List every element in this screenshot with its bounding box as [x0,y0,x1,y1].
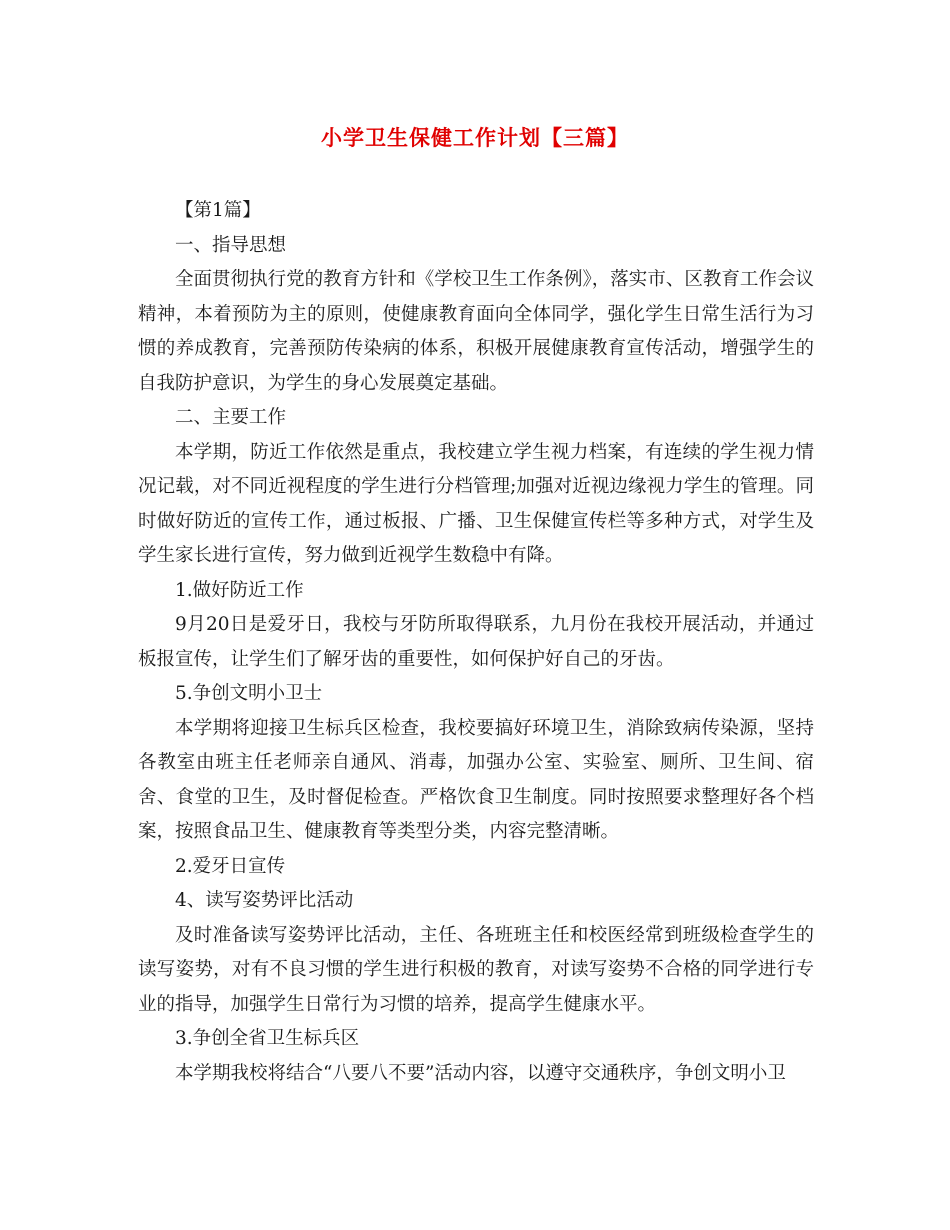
paragraph: 本学期我校将结合“八要八不要”活动内容，以遵守交通秩序，争创文明小卫 [175,1062,786,1084]
paragraph: 及时准备读写姿势评比活动，主任、各班班主任和校医经常到班级检查学生的读写姿势，对有不良习惯的学生进行积极的教育，对读写姿势不合格的同学进行专业的指导，加强学生日常行为习惯的培养，提高学生健康水平。 [138,924,814,1015]
subheading: 5.争创文明小卫士 [175,683,323,704]
subheading: 1.做好防近工作 [175,579,304,601]
document-body [138,194,814,1091]
paragraph: 全面贯彻执行党的教育方针和《学校卫生工作条例》，落实市、区教育工作会议精神，本着预防为主的原则，使健康教育面向全体同学，强化学生日常生活行为习惯的养成教育，完善预防传染病的体系，积极开展健康教育宣传活动，增强学生的自我防护意识，为学生的身心发展奠定基础。 [138,269,814,394]
heading-guiding-thought: 一、指导思想 [175,234,287,256]
subheading: 3.争创全省卫生标兵区 [175,1028,360,1049]
document-title: 小学卫生保健工作计划【三篇】 [321,125,629,150]
heading-main-work: 二、主要工作 [175,407,287,428]
subheading: 4、读写姿势评比活动 [175,890,354,911]
paragraph-section-label: 【第1篇】 [175,200,261,221]
paragraph: 本学期，防近工作依然是重点，我校建立学生视力档案，有连续的学生视力情况记载，对不同近视程度的学生进行分档管理;加强对近视边缘视力学生的管理。同时做好防近的宣传工作，通过板报、广播、卫生保健宣传栏等多种方式，对学生及学生家长进行宣传，努力做到近视学生数稳中有降。 [138,441,814,566]
paragraph: 9月20日是爱牙日，我校与牙防所取得联系，九月份在我校开展活动，并通过板报宣传，让学生们了解牙齿的重要性，如何保护好自己的牙齿。 [138,614,814,670]
paragraph: 本学期将迎接卫生标兵区检查，我校要搞好环境卫生，消除致病传染源，坚持各教室由班主任老师亲自通风、消毒，加强办公室、实验室、厕所、卫生间、宿舍、食堂的卫生，及时督促检查。严格饮食卫生制度。同时按照要求整理好各个档案，按照食品卫生、健康教育等类型分类，内容完整清晰。 [138,717,814,842]
subheading: 2.爱牙日宣传 [175,855,286,877]
